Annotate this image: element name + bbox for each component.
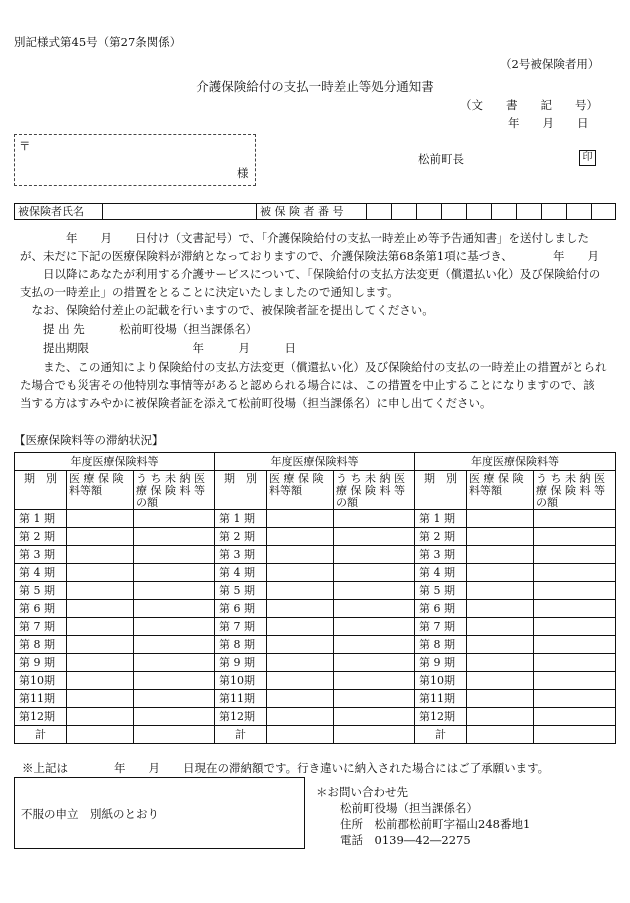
unpaid-cell[interactable] (134, 582, 215, 600)
unpaid-cell[interactable] (534, 510, 616, 528)
unpaid-column-header: う ち 未 納 医 療 保 険 料 等 の額 (134, 471, 215, 510)
amount-cell[interactable] (467, 582, 534, 600)
body-line: 支払の一時差止」の措置をとることに決定いたしましたので通知します。 (20, 285, 399, 299)
unpaid-cell[interactable] (134, 672, 215, 690)
unpaid-cell[interactable] (534, 564, 616, 582)
period-label: 第 4 期 (415, 564, 467, 582)
unpaid-cell[interactable] (334, 564, 415, 582)
period-label: 第 3 期 (215, 546, 267, 564)
table-row (15, 708, 616, 726)
amount-cell[interactable] (67, 618, 134, 636)
table-row (15, 672, 616, 690)
body-line: が、未だに下記の医療保険料が滞納となっておりますので、介護保険法第68条第1項に基づき、 年 月 (20, 249, 600, 263)
unpaid-cell[interactable] (534, 618, 616, 636)
body-line: 日以降にあなたが利用する介護サービスについて、「保険給付の支払方法変更（償還払い化）及び保険給付の (20, 267, 601, 281)
total-unpaid-cell[interactable] (134, 726, 215, 744)
period-label: 第10期 (415, 672, 467, 690)
amount-cell[interactable] (67, 636, 134, 654)
insured-number-digit[interactable] (567, 204, 592, 220)
body-line: た場合でも災害その他特別な事情等があると認められる場合には、この措置を中止することになりますので、該 (20, 378, 595, 392)
submit-deadline-line: 提出期限 年 月 日 (20, 341, 296, 355)
period-label: 第10期 (15, 672, 67, 690)
contact-phone: 電話 0139―42―2275 (340, 833, 471, 847)
period-column-header: 期 別 (215, 471, 267, 510)
period-label: 第11期 (415, 690, 467, 708)
insured-number-digit[interactable] (417, 204, 442, 220)
unpaid-cell[interactable] (534, 600, 616, 618)
period-label: 第 8 期 (15, 636, 67, 654)
unpaid-cell[interactable] (534, 528, 616, 546)
period-label: 第 3 期 (15, 546, 67, 564)
amount-column-header: 医 療 保 険 料等額 (267, 471, 334, 510)
period-label: 第 1 期 (15, 510, 67, 528)
amount-cell[interactable] (67, 600, 134, 618)
table-row (15, 564, 616, 582)
amount-cell[interactable] (67, 528, 134, 546)
total-unpaid-cell[interactable] (334, 726, 415, 744)
amount-cell[interactable] (67, 510, 134, 528)
contact-address: 住所 松前郡松前町字福山248番地1 (340, 817, 531, 831)
table-row (15, 654, 616, 672)
total-label: 計 (215, 726, 267, 744)
unpaid-cell[interactable] (334, 618, 415, 636)
unpaid-cell[interactable] (134, 690, 215, 708)
total-amount-cell[interactable] (267, 726, 334, 744)
unpaid-cell[interactable] (134, 546, 215, 564)
body-line: なお、保険給付差止の記載を行いますので、被保険者証を提出してください。 (20, 303, 434, 317)
insured-number-label: 被 保 険 者 番 号 (257, 204, 367, 220)
footnote: ※上記は 年 月 日現在の滞納額です。行き違いに納入された場合にはご了承願います。 (22, 761, 550, 775)
amount-cell[interactable] (467, 546, 534, 564)
amount-cell[interactable] (467, 564, 534, 582)
unpaid-cell[interactable] (334, 510, 415, 528)
amount-cell[interactable] (267, 510, 334, 528)
unpaid-cell[interactable] (334, 708, 415, 726)
period-label: 第 5 期 (15, 582, 67, 600)
amount-cell[interactable] (67, 654, 134, 672)
table-row (15, 582, 616, 600)
amount-cell[interactable] (467, 672, 534, 690)
insured-number-digit[interactable] (392, 204, 417, 220)
body-line: 当する方はすみやかに被保険者証を添えて松前町役場（担当課係名）に申し出てください。 (20, 396, 492, 410)
amount-cell[interactable] (67, 672, 134, 690)
insured-number-digit[interactable] (467, 204, 492, 220)
period-label: 第 6 期 (415, 600, 467, 618)
period-label: 第 8 期 (215, 636, 267, 654)
table-row (15, 510, 616, 528)
insured-number-digit[interactable] (592, 204, 616, 220)
unpaid-cell[interactable] (134, 654, 215, 672)
period-label: 第12期 (215, 708, 267, 726)
amount-cell[interactable] (67, 690, 134, 708)
amount-cell[interactable] (267, 564, 334, 582)
amount-cell[interactable] (467, 708, 534, 726)
period-label: 第12期 (15, 708, 67, 726)
period-label: 第11期 (15, 690, 67, 708)
unpaid-cell[interactable] (534, 690, 616, 708)
unpaid-cell[interactable] (534, 636, 616, 654)
arrears-table (14, 452, 616, 744)
period-label: 第 2 期 (415, 528, 467, 546)
total-amount-cell[interactable] (467, 726, 534, 744)
table-group-header-row (15, 453, 616, 471)
insured-name-label: 被保険者氏名 (15, 204, 103, 220)
table-row (15, 528, 616, 546)
insured-id-row (14, 203, 616, 220)
period-label: 第 5 期 (215, 582, 267, 600)
postal-mark: 〒 (19, 139, 31, 153)
insured-number-digit[interactable] (542, 204, 567, 220)
period-label: 第11期 (215, 690, 267, 708)
unpaid-cell[interactable] (334, 600, 415, 618)
document-number-label: （文 書 記 号） (460, 98, 598, 112)
amount-cell[interactable] (267, 690, 334, 708)
unpaid-cell[interactable] (134, 528, 215, 546)
unpaid-cell[interactable] (334, 528, 415, 546)
total-amount-cell[interactable] (67, 726, 134, 744)
period-label: 第 2 期 (215, 528, 267, 546)
body-line: 年 月 日付け（文書記号）で、「介護保険給付の支払一時差止め等予告通知書」を送付しました (20, 231, 590, 245)
amount-cell[interactable] (467, 510, 534, 528)
period-label: 第 9 期 (415, 654, 467, 672)
recipient-honorific: 様 (237, 166, 249, 180)
unpaid-cell[interactable] (134, 564, 215, 582)
unpaid-cell[interactable] (334, 582, 415, 600)
period-column-header: 期 別 (415, 471, 467, 510)
table-row (15, 546, 616, 564)
table-total-row (15, 726, 616, 744)
table-column-header-row (15, 471, 616, 510)
period-label: 第 7 期 (15, 618, 67, 636)
amount-cell[interactable] (267, 600, 334, 618)
contact-office: 松前町役場（担当課係名） (340, 801, 478, 815)
period-label: 第 8 期 (415, 636, 467, 654)
insured-number-digit[interactable] (492, 204, 517, 220)
amount-cell[interactable] (67, 546, 134, 564)
period-label: 第 7 期 (415, 618, 467, 636)
unpaid-cell[interactable] (534, 708, 616, 726)
objection-box (14, 777, 305, 849)
unpaid-cell[interactable] (134, 636, 215, 654)
unpaid-cell[interactable] (334, 672, 415, 690)
unpaid-cell[interactable] (534, 582, 616, 600)
period-label: 第 9 期 (215, 654, 267, 672)
amount-cell[interactable] (267, 654, 334, 672)
period-label: 第 2 期 (15, 528, 67, 546)
amount-cell[interactable] (67, 708, 134, 726)
form-number: 別記様式第45号（第27条関係） (14, 35, 182, 49)
unpaid-cell[interactable] (334, 546, 415, 564)
table-row (15, 690, 616, 708)
period-label: 第 4 期 (215, 564, 267, 582)
unpaid-cell[interactable] (134, 510, 215, 528)
unpaid-cell[interactable] (134, 708, 215, 726)
unpaid-cell[interactable] (534, 654, 616, 672)
amount-cell[interactable] (467, 528, 534, 546)
seal-mark: 印 (579, 150, 596, 166)
total-label: 計 (415, 726, 467, 744)
unpaid-cell[interactable] (134, 618, 215, 636)
unpaid-cell[interactable] (134, 600, 215, 618)
section-title: 【医療保険料等の滞納状況】 (14, 433, 164, 447)
body-line: また、この通知により保険給付の支払方法変更（償還払い化）及び保険給付の支払の一時差止の措置がとられ (20, 360, 607, 374)
period-label: 第 1 期 (415, 510, 467, 528)
recipient-address-box (14, 134, 256, 186)
total-label: 計 (15, 726, 67, 744)
amount-cell[interactable] (267, 546, 334, 564)
period-label: 第 7 期 (215, 618, 267, 636)
period-column-header: 期 別 (15, 471, 67, 510)
period-label: 第10期 (215, 672, 267, 690)
table-row (15, 600, 616, 618)
insured-number-digit[interactable] (367, 204, 392, 220)
table-row (15, 636, 616, 654)
fiscal-year-header: 年度医療保険料等 (415, 453, 616, 471)
period-label: 第 4 期 (15, 564, 67, 582)
amount-cell[interactable] (267, 672, 334, 690)
unpaid-cell[interactable] (534, 672, 616, 690)
period-label: 第12期 (415, 708, 467, 726)
insured-name-field[interactable] (103, 204, 257, 220)
issue-date-label: 年 月 日 (508, 116, 589, 130)
amount-cell[interactable] (267, 582, 334, 600)
objection-text: 不服の申立 別紙のとおり (21, 807, 159, 821)
contact-title: ＊お問い合わせ先 (316, 785, 408, 799)
submit-to-line: 提 出 先 松前町役場（担当課係名） (20, 322, 258, 336)
unpaid-cell[interactable] (534, 546, 616, 564)
amount-cell[interactable] (267, 618, 334, 636)
period-label: 第 1 期 (215, 510, 267, 528)
insured-type-label: （2号被保険者用） (500, 57, 600, 71)
amount-cell[interactable] (267, 636, 334, 654)
table-row (15, 618, 616, 636)
amount-cell[interactable] (267, 528, 334, 546)
amount-cell[interactable] (467, 618, 534, 636)
sender-name: 松前町長 (418, 152, 464, 166)
amount-cell[interactable] (467, 690, 534, 708)
amount-cell[interactable] (467, 600, 534, 618)
period-label: 第 6 期 (215, 600, 267, 618)
period-label: 第 9 期 (15, 654, 67, 672)
document-title: 介護保険給付の支払一時差止等処分通知書 (196, 79, 434, 94)
amount-column-header: 医 療 保 険 料等額 (67, 471, 134, 510)
amount-cell[interactable] (67, 564, 134, 582)
amount-cell[interactable] (467, 636, 534, 654)
period-label: 第 3 期 (415, 546, 467, 564)
amount-cell[interactable] (67, 582, 134, 600)
unpaid-cell[interactable] (334, 654, 415, 672)
period-label: 第 6 期 (15, 600, 67, 618)
unpaid-cell[interactable] (334, 690, 415, 708)
unpaid-column-header: う ち 未 納 医 療 保 険 料 等 の額 (334, 471, 415, 510)
unpaid-cell[interactable] (334, 636, 415, 654)
amount-column-header: 医 療 保 険 料等額 (467, 471, 534, 510)
fiscal-year-header: 年度医療保険料等 (15, 453, 215, 471)
amount-cell[interactable] (467, 654, 534, 672)
total-unpaid-cell[interactable] (534, 726, 616, 744)
amount-cell[interactable] (267, 708, 334, 726)
unpaid-column-header: う ち 未 納 医 療 保 険 料 等 の額 (534, 471, 616, 510)
fiscal-year-header: 年度医療保険料等 (215, 453, 415, 471)
insured-number-digit[interactable] (517, 204, 542, 220)
insured-number-digit[interactable] (442, 204, 467, 220)
period-label: 第 5 期 (415, 582, 467, 600)
